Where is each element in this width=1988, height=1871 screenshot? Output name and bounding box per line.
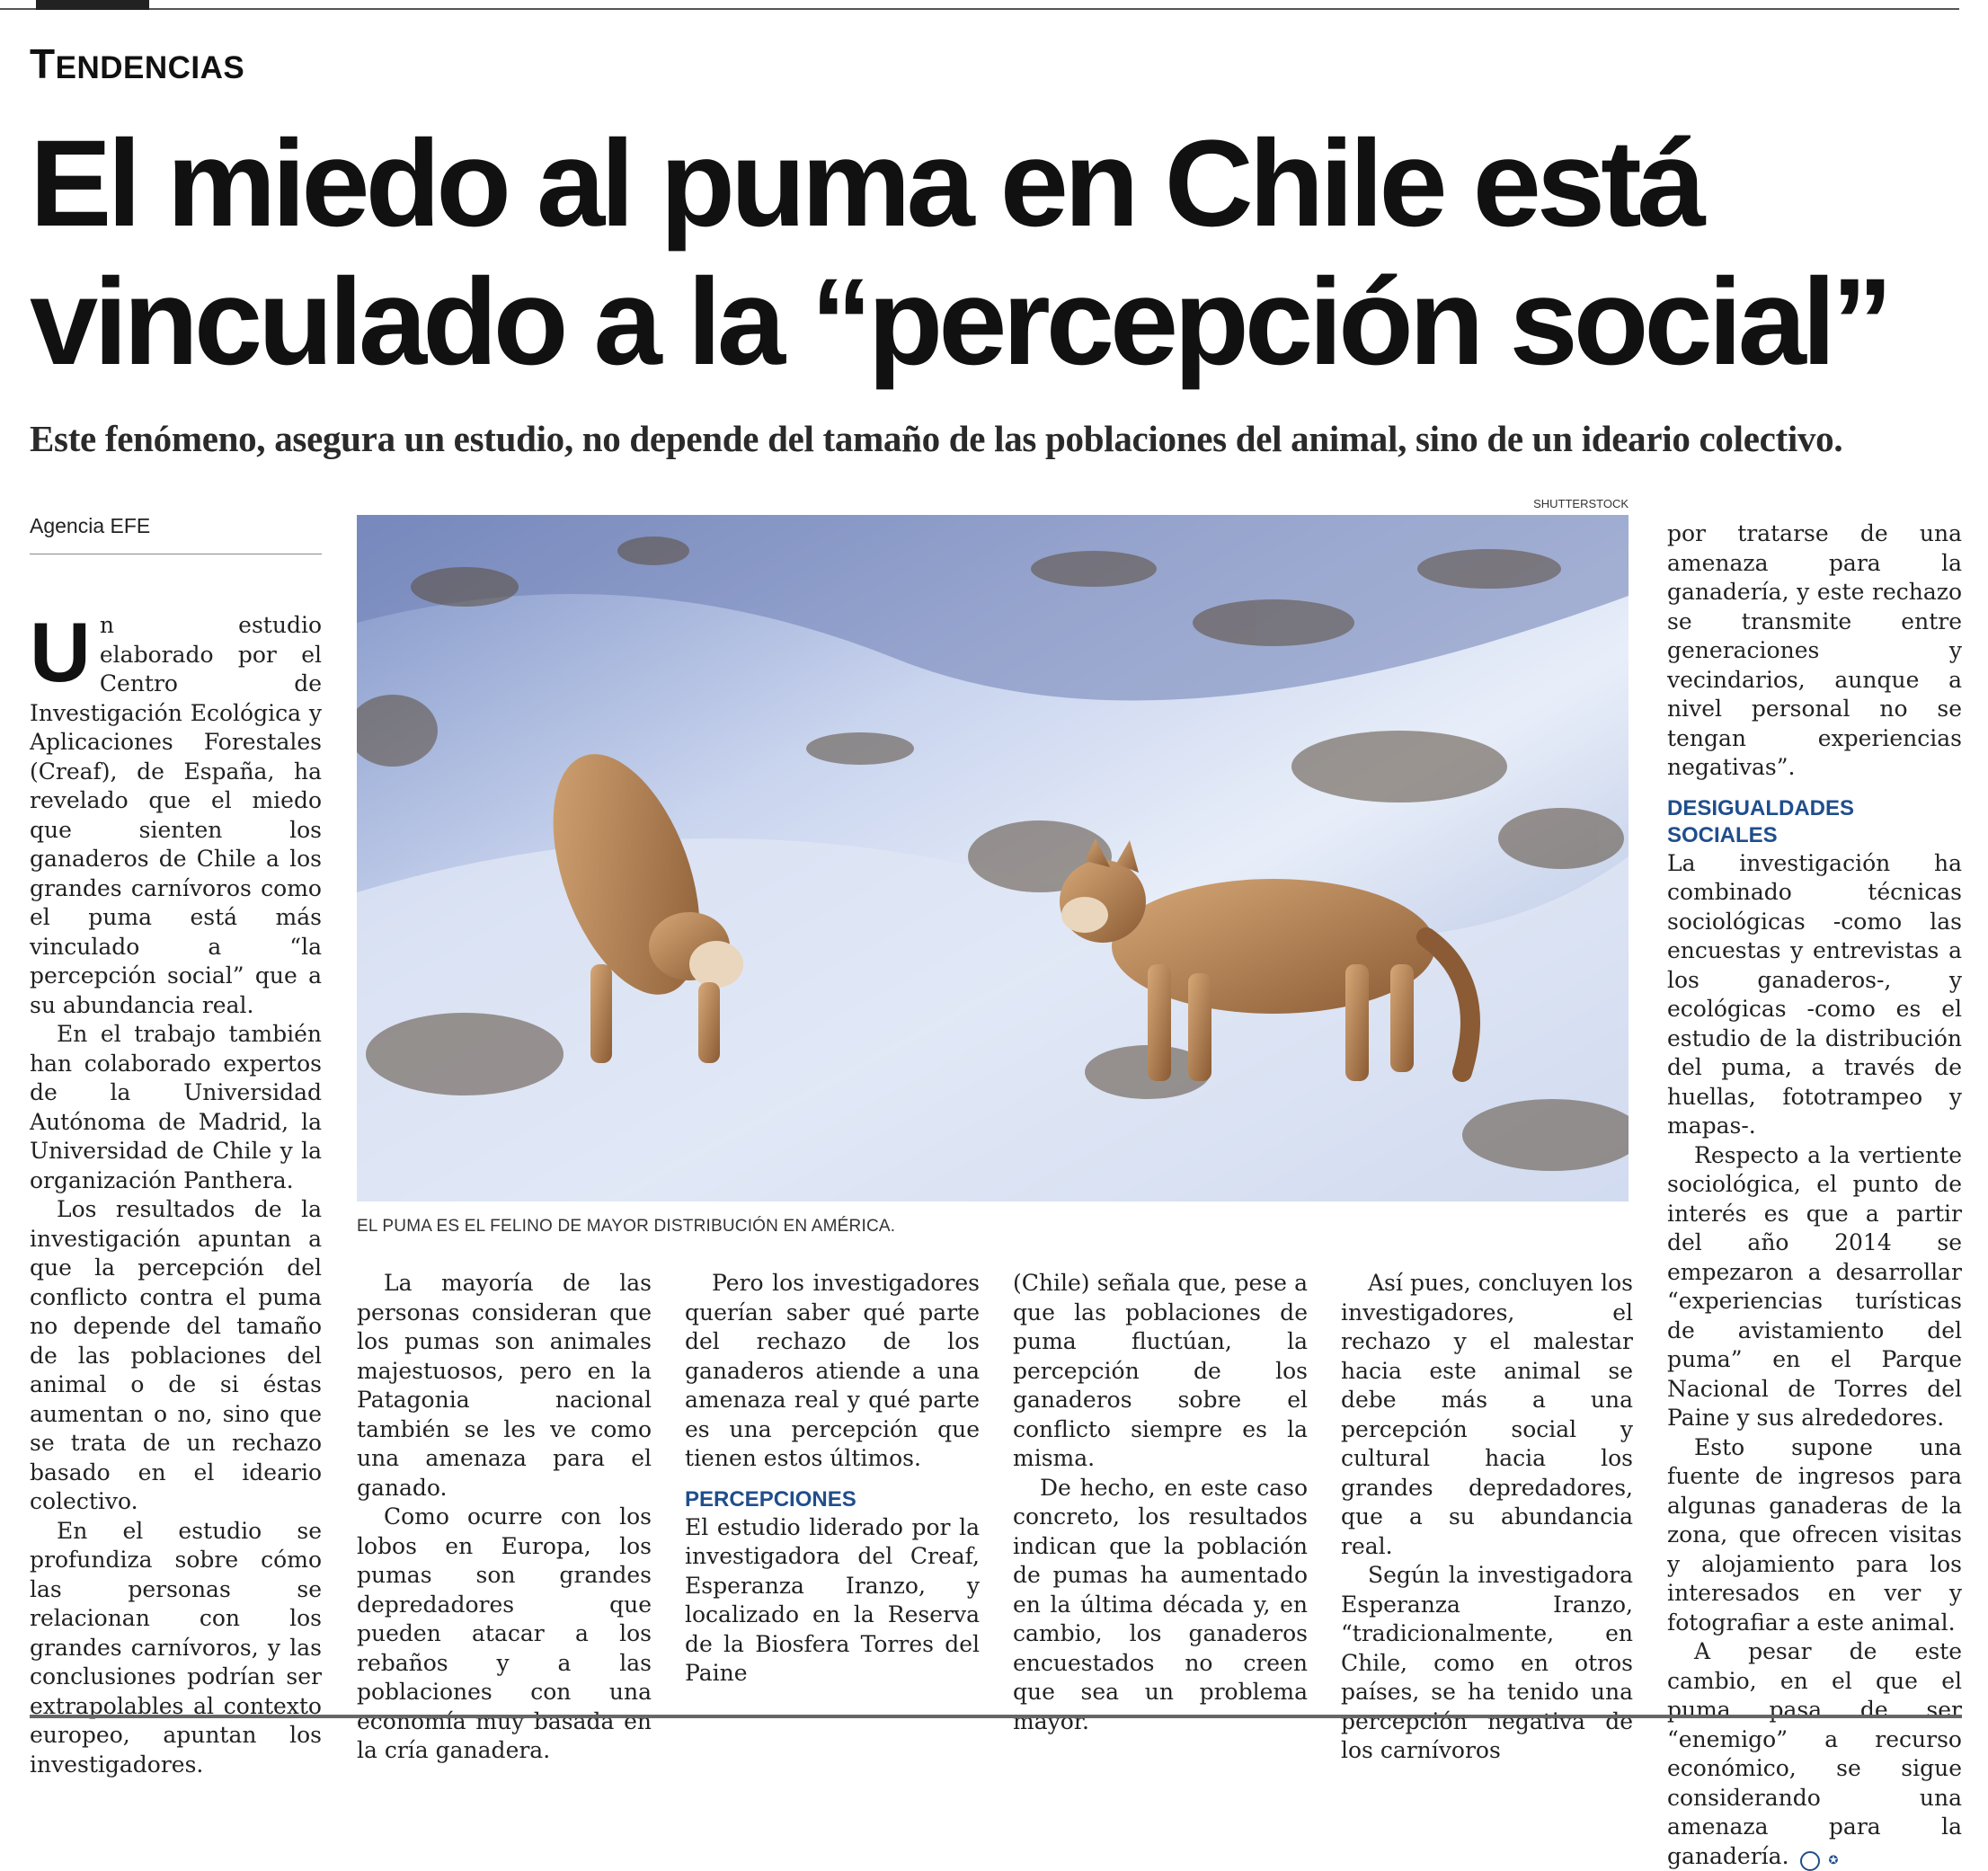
paragraph [1667, 1637, 1962, 1871]
headline-line-1: El miedo al puma en Chile está [30, 115, 1701, 253]
photo-caption: EL PUMA ES EL FELINO DE MAYOR DISTRIBUCIÓN EN AMÉRICA. [357, 1217, 896, 1236]
byline: Agencia EFE [30, 514, 151, 537]
paragraph: Respecto a la vertiente sociológica, el punto de interés es que a partir del año 2014 se empezaron a desarrollar “experiencias turísticas de avistamiento del puma” en el Parque Nacional de Torres del Paine y sus alrededores. [1667, 1141, 1962, 1431]
top-rule [0, 0, 1959, 10]
headline [30, 115, 1980, 392]
paragraph: Como ocurre con los lobos en Europa, los pumas son grandes depredadores que pueden atacar a los rebaños y a las poblaciones con una economía muy basada en la cría ganadera. [357, 1503, 652, 1763]
puma-photo [357, 515, 1629, 1202]
paragraph: Según la investigadora Esperanza Iranzo, “tradicionalmente, en Chile, como en otros países, se ha tenido una percepción negativa de los carnívoros [1341, 1562, 1633, 1763]
bottom-rule [30, 1715, 1962, 1718]
section-label-rest: ENDENCIAS [55, 50, 245, 85]
paragraph: Pero los investigadores querían saber qué parte del rechazo de los ganaderos atiende a una amenaza real y qué parte es una percepción que tienen estos últimos. [685, 1270, 980, 1471]
subhead-desigualdades: DESIGUALDADES SOCIALES [1667, 795, 1855, 847]
section-label-initial: T [30, 40, 56, 87]
star-circle-icon: ✪ [1800, 1851, 1820, 1871]
top-tab-marker [36, 0, 149, 10]
paragraph: por tratarse de una amenaza para la ganadería, y este rechazo se transmite entre generaciones y vecindarios, aunque a nivel personal no se tengan experiencias negativas”. [1667, 520, 1962, 780]
headline-line-2: vinculado a la “percepción social” [30, 253, 1889, 391]
paragraph: En el trabajo también han colaborado expertos de la Universidad Autónoma de Madrid, la Universidad de Chile y la organización Panthera. [30, 1021, 322, 1193]
column-2 [357, 1269, 652, 1766]
column-5 [1341, 1269, 1633, 1766]
paragraph: En el estudio se profundiza sobre cómo las personas se relacionan con los grandes carnívoros, y las conclusiones podrían ser extrapolables al contexto europeo, apuntan los investigadores. [30, 1517, 322, 1778]
paragraph: De hecho, en este caso concreto, los resultados indican que la población de pumas ha aumentado en la última década y, en cambio, los ganaderos encuestados no creen que sea un problema mayor. [1013, 1474, 1308, 1734]
paragraph: n estudio elaborado por el Centro de Investigación Ecológica y Aplicaciones Forestales (Creaf), de España, ha revelado que el miedo que sienten los ganaderos de Chile a los grandes carnívoros como el puma está más vinculado a “la percepción social” que a su abundancia real. [30, 612, 322, 1018]
photo-credit: SHUTTERSTOCK [1533, 497, 1629, 510]
section-label [30, 40, 244, 88]
column-1 [30, 605, 322, 1779]
column-4 [1013, 1269, 1308, 1736]
paragraph: (Chile) señala que, pese a que las poblaciones de puma fluctúan, la percepción de los ganaderos sobre el conflicto siempre es la misma. [1013, 1270, 1308, 1471]
paragraph: La mayoría de las personas consideran que los pumas son animales majestuosos, pero en la Patagonia nacional también se les ve como una amenaza para el ganado. [357, 1270, 652, 1501]
paragraph: Así pues, concluyen los investigadores, el rechazo y el malestar hacia este animal se debe más a una percepción social y cultural hacia los grandes depredadores, que a su abundancia real. [1341, 1270, 1633, 1559]
subhead-percepciones: PERCEPCIONES [685, 1486, 856, 1512]
deck-subtitle: Este fenómeno, asegura un estudio, no depende del tamaño de las poblaciones del animal, sino de un ideario colectivo. [30, 418, 1843, 459]
column-6 [1667, 519, 1962, 1871]
paragraph: La investigación ha combinado técnicas sociológicas -como las encuestas y entrevistas a los ganaderos-, y ecológicas -como es el estudio de la distribución del puma, a través de huellas, fototrampeo y mapas-. [1667, 849, 1962, 1139]
paragraph: El estudio liderado por la investigadora del Creaf, Esperanza Iranzo, y localizado en la Reserva de la Biosfera Torres del Paine [685, 1513, 980, 1686]
paragraph-text: A pesar de este cambio, en el que el puma pasa de ser “enemigo” a recurso económico, se sigue considerando una amenaza para la ganadería. [1667, 1638, 1962, 1869]
paragraph: Esto supone una fuente de ingresos para algunas ganaderas de la zona, que ofrecen visitas y alojamiento para los interesados en ver y fotografiar a este animal. [1667, 1433, 1962, 1636]
dropcap: U [30, 605, 91, 699]
paragraph: Los resultados de la investigación apuntan a que la percepción del conflicto contra el puma no depende del tamaño de las poblaciones del animal o de si éstas aumentan o no, sino que se trata de un rechazo basado en el ideario colectivo. [30, 1196, 322, 1514]
column-3 [685, 1269, 980, 1689]
